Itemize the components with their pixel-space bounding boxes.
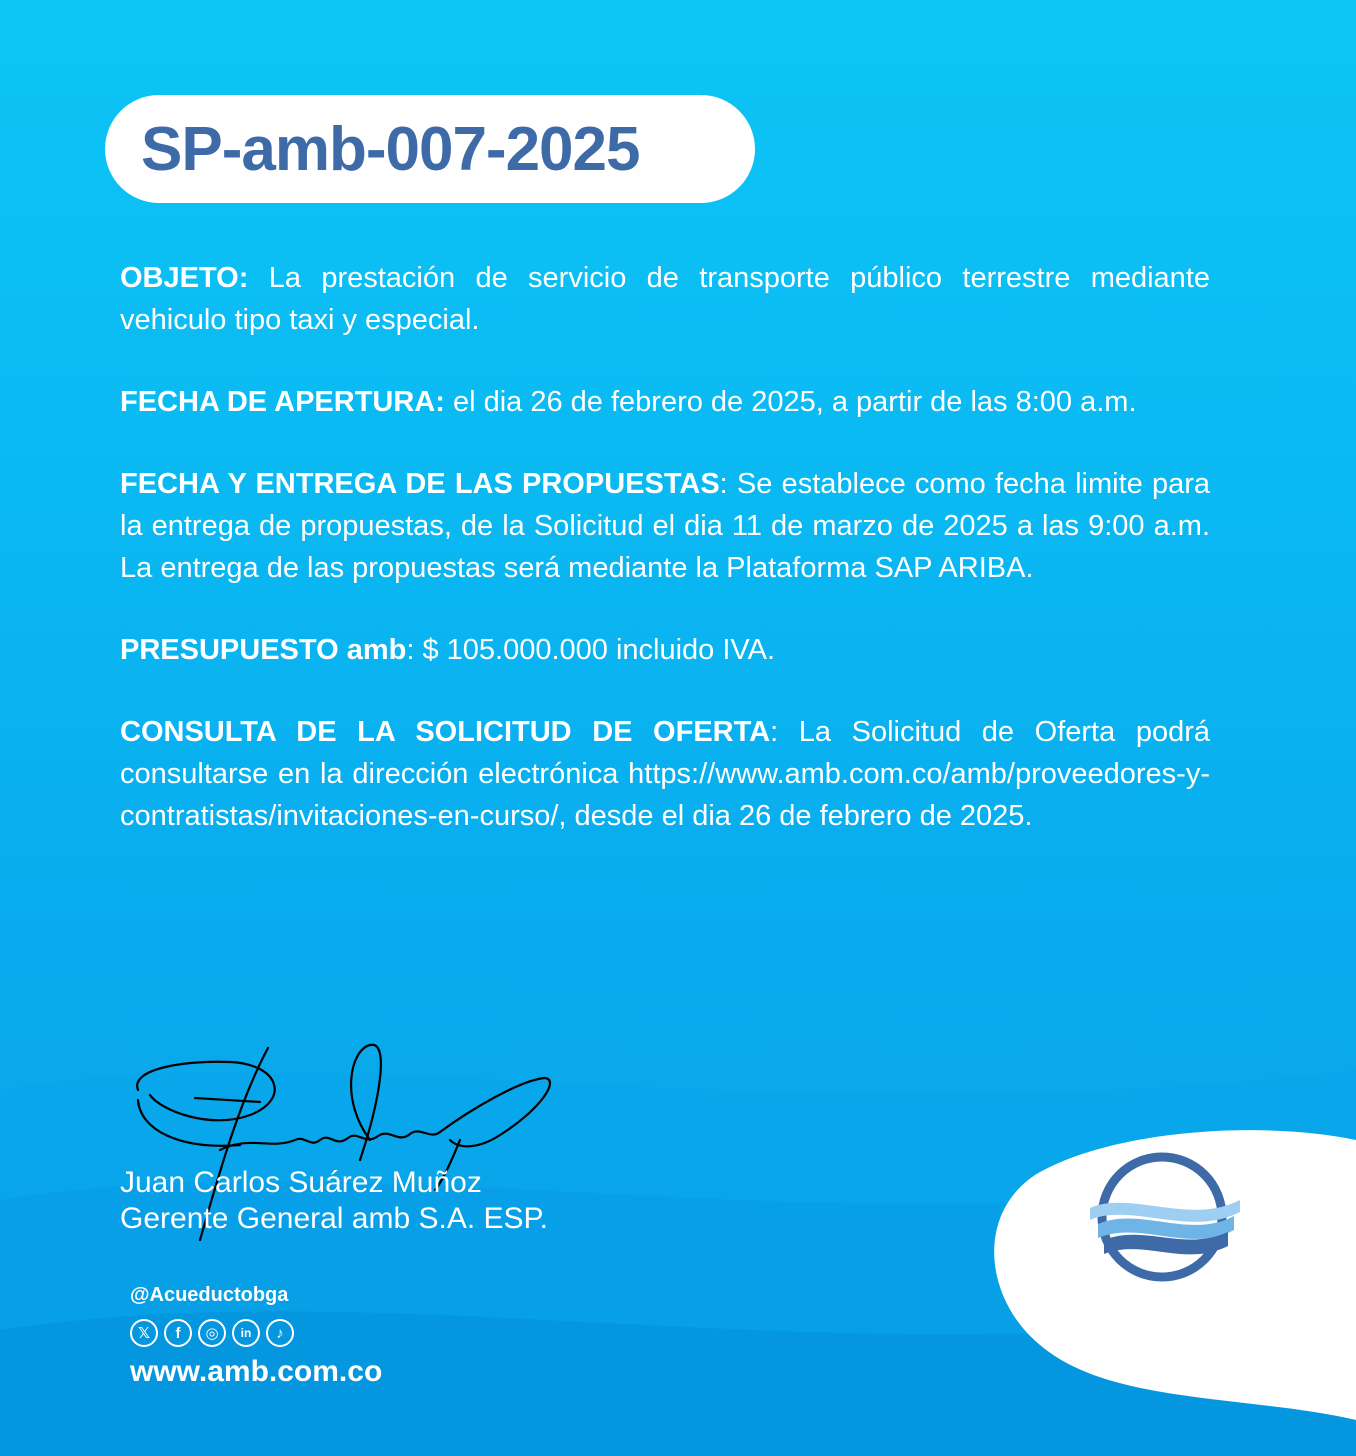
section-text: : $ 105.000.000 incluido IVA. bbox=[406, 634, 776, 666]
section-text: : Se establece como fecha limite para la entrega de propuestas, de la Solicitud el dia 11 de marzo de 2025 a las 9:00 a.m. La entrega de las propuestas será mediante la Plataforma SAP ARIBA. bbox=[120, 468, 1210, 584]
process-code: SP-amb-007-2025 bbox=[141, 114, 640, 184]
signer-name: Juan Carlos Suárez Muñoz bbox=[120, 1166, 482, 1199]
x-icon[interactable]: 𝕏 bbox=[130, 1319, 158, 1347]
section-text-after: , desde el dia 26 de febrero de 2025. bbox=[558, 800, 1033, 832]
instagram-icon[interactable]: ◎ bbox=[198, 1319, 226, 1347]
section-consulta bbox=[120, 711, 1210, 837]
social-icons bbox=[130, 1319, 382, 1347]
section-fecha-apertura bbox=[120, 381, 1210, 423]
signer-block bbox=[120, 1165, 548, 1237]
website-link[interactable]: www.amb.com.co bbox=[130, 1355, 383, 1388]
section-fecha-entrega bbox=[120, 463, 1210, 589]
section-presupuesto bbox=[120, 629, 1210, 671]
section-label: OBJETO: bbox=[120, 262, 249, 294]
linkedin-icon[interactable]: in bbox=[232, 1319, 260, 1347]
announcement-body bbox=[120, 257, 1210, 877]
social-handle: @Acueductobga bbox=[130, 1284, 289, 1306]
social-block bbox=[130, 1284, 382, 1389]
section-text: el dia 26 de febrero de 2025, a partir de las 8:00 a.m. bbox=[444, 386, 1137, 418]
section-label: FECHA DE APERTURA: bbox=[120, 386, 445, 418]
section-text: La prestación de servicio de transporte público terrestre mediante vehiculo tipo taxi y especial. bbox=[120, 262, 1210, 336]
section-label: FECHA Y ENTREGA DE LAS PROPUESTAS bbox=[120, 468, 720, 500]
consulta-url-link[interactable]: https://www.amb.com.co/amb/proveedores-y-contratistas/invitaciones-en-curso/ bbox=[120, 758, 1210, 832]
section-objeto bbox=[120, 257, 1210, 341]
section-label: PRESUPUESTO amb bbox=[120, 634, 407, 666]
section-label: CONSULTA DE LA SOLICITUD DE OFERTA bbox=[120, 716, 771, 748]
tiktok-icon[interactable]: ♪ bbox=[266, 1319, 294, 1347]
code-badge bbox=[105, 95, 755, 203]
section-text: : La Solicitud de Oferta podrá consultarse en la dirección electrónica bbox=[120, 716, 1210, 790]
facebook-icon[interactable]: f bbox=[164, 1319, 192, 1347]
signer-title: Gerente General amb S.A. ESP. bbox=[120, 1202, 549, 1235]
